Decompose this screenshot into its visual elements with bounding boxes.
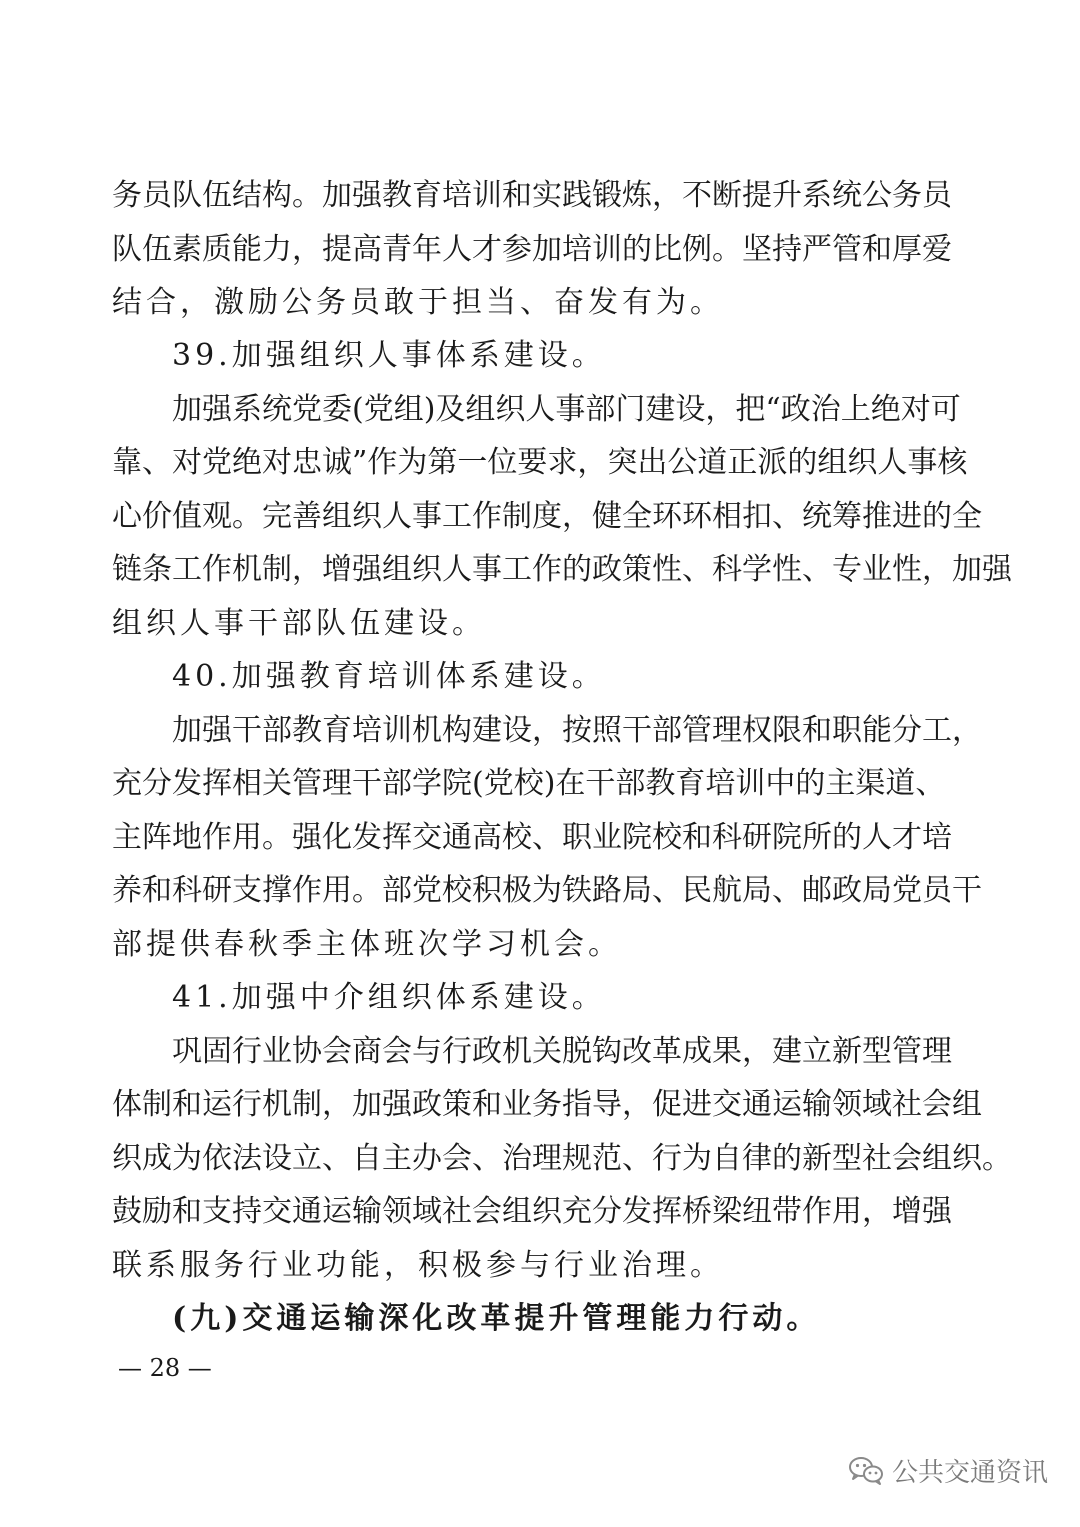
body-line: 务员队伍结构。加强教育培训和实践锻炼，不断提升系统公务员 <box>112 178 952 213</box>
body-line: 主阵地作用。强化发挥交通高校、职业院校和科研院所的人才培 <box>112 820 952 855</box>
body-line: 结合，激励公务员敢于担当、奋发有为。 <box>112 285 724 320</box>
section-heading: 39.加强组织人事体系建设。 <box>172 338 606 373</box>
body-line: 组织人事干部队伍建设。 <box>112 606 486 641</box>
watermark <box>848 1450 1048 1490</box>
body-line: 加强系统党委(党组)及组织人事部门建设，把“政治上绝对可 <box>172 392 961 427</box>
body-line: 联系服务行业功能，积极参与行业治理。 <box>112 1248 724 1283</box>
body-line: 部提供春秋季主体班次学习机会。 <box>112 927 622 962</box>
watermark-text: 公共交通资讯 <box>892 1457 1049 1488</box>
body-line: 充分发挥相关管理干部学院(党校)在干部教育培训中的主渠道、 <box>112 766 946 801</box>
body-line: 心价值观。完善组织人事工作制度，健全环环相扣、统筹推进的全 <box>112 499 982 534</box>
wechat-icon <box>848 1455 884 1485</box>
body-line: 养和科研支撑作用。部党校积极为铁路局、民航局、邮政局党员干 <box>112 873 982 908</box>
chapter-heading: (九)交通运输深化改革提升管理能力行动。 <box>172 1301 821 1336</box>
body-line: 靠、对党绝对忠诚”作为第一位要求，突出公道正派的组织人事核 <box>112 445 968 480</box>
page-number: — 28 — <box>118 1354 212 1382</box>
body-line: 队伍素质能力，提高青年人才参加培训的比例。坚持严管和厚爱 <box>112 232 952 267</box>
section-heading: 40.加强教育培训体系建设。 <box>172 659 606 694</box>
body-line: 体制和运行机制，加强政策和业务指导，促进交通运输领域社会组 <box>112 1087 982 1122</box>
body-line: 织成为依法设立、自主办会、治理规范、行为自律的新型社会组织。 <box>112 1141 1012 1176</box>
body-line: 链条工作机制，增强组织人事工作的政策性、科学性、专业性，加强 <box>112 552 1012 587</box>
body-line: 加强干部教育培训机构建设，按照干部管理权限和职能分工， <box>172 713 982 748</box>
body-line: 鼓励和支持交通运输领域社会组织充分发挥桥梁纽带作用，增强 <box>112 1194 952 1229</box>
section-heading: 41.加强中介组织体系建设。 <box>172 980 606 1015</box>
body-line: 巩固行业协会商会与行政机关脱钩改革成果，建立新型管理 <box>172 1034 952 1069</box>
